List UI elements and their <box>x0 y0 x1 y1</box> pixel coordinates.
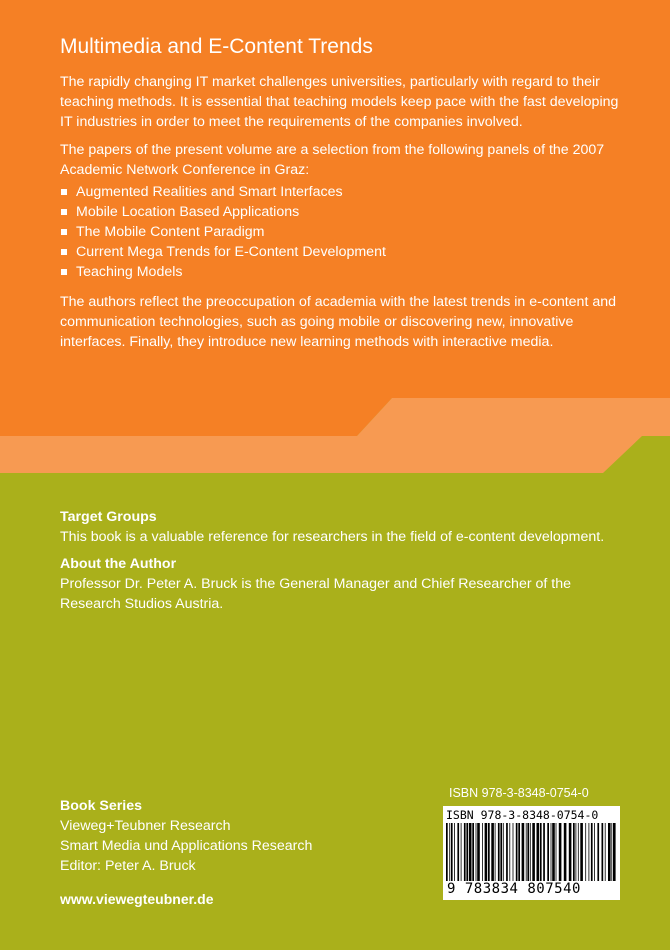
about-author-heading: About the Author <box>60 556 177 572</box>
barcode-bar <box>589 823 590 881</box>
intro-paragraph: The rapidly changing IT market challenges universities, particularly with regard to their teaching methods. It is essential that teaching models keep pace with the fast developing IT industries in order to meet the requirements of the companies involved. <box>60 74 619 131</box>
barcode-bar <box>527 823 529 881</box>
barcode-bar <box>476 823 477 881</box>
barcode-bar <box>466 823 468 881</box>
target-groups-heading: Target Groups <box>60 509 157 525</box>
publisher-website[interactable]: www.viewegteubner.de <box>60 891 214 907</box>
barcode-bar <box>461 823 462 881</box>
barcode-bar <box>495 823 496 881</box>
barcode-bar <box>446 823 448 881</box>
barcode <box>443 806 620 900</box>
barcode-bar <box>500 823 502 881</box>
barcode-bar <box>485 823 488 881</box>
barcode-bar <box>569 823 572 881</box>
barcode-bar <box>564 823 567 881</box>
book-title: Multimedia and E-Content Trends <box>60 35 373 58</box>
target-groups-text: This book is a valuable reference for researchers in the field of e-content development. <box>60 529 605 545</box>
publisher-name: Vieweg+Teubner Research <box>60 818 231 834</box>
barcode-bar <box>573 823 575 881</box>
barcode-bar <box>469 823 472 881</box>
barcode-bar <box>526 823 527 881</box>
series-editor: Editor: Peter A. Bruck <box>60 858 196 874</box>
barcode-bar <box>488 823 490 881</box>
barcode-bar <box>491 823 494 881</box>
series-name: Smart Media und Applications Research <box>60 838 313 854</box>
list-item: The Mobile Content Paradigm <box>60 222 620 242</box>
barcode-bar <box>585 823 586 881</box>
info-section <box>60 507 620 621</box>
book-series-heading: Book Series <box>60 798 143 814</box>
barcode-isbn-text: ISBN 978-3-8348-0754-0 <box>446 808 599 822</box>
isbn-label: ISBN 978-3-8348-0754-0 <box>449 786 589 800</box>
barcode-bar <box>580 823 583 881</box>
barcode-bar <box>597 823 599 881</box>
about-author-text: Professor Dr. Peter A. Bruck is the General Manager and Chief Researcher of the Research Studios Austria. <box>60 576 571 612</box>
barcode-bar <box>482 823 483 881</box>
panels-intro: The papers of the present volume are a selection from the following panels of the 2007 Academic Network Conference in Graz: <box>60 142 605 179</box>
barcode-bar <box>537 823 540 881</box>
barcode-bar <box>522 823 525 881</box>
barcode-bar <box>498 823 500 881</box>
barcode-bar <box>477 823 480 881</box>
barcode-bar <box>608 823 611 881</box>
description-section <box>60 34 620 360</box>
list-item: Mobile Location Based Applications <box>60 202 620 222</box>
book-series-section <box>60 796 420 876</box>
barcode-bar <box>559 823 562 881</box>
barcode-bar <box>540 823 542 881</box>
barcode-bar <box>591 823 593 881</box>
barcode-bar <box>451 823 453 881</box>
list-item: Teaching Models <box>60 262 620 282</box>
barcode-bar <box>518 823 520 881</box>
barcode-bar <box>547 823 549 881</box>
barcode-bars <box>446 823 617 883</box>
barcode-bar <box>532 823 535 881</box>
barcode-bar <box>602 823 604 881</box>
barcode-bar <box>552 823 555 881</box>
barcode-bar <box>457 823 459 881</box>
barcode-bar <box>613 823 616 881</box>
panel-list <box>60 182 620 282</box>
barcode-bar <box>454 823 455 881</box>
barcode-bar <box>472 823 474 881</box>
barcode-bar <box>516 823 518 881</box>
list-item: Current Mega Trends for E-Content Development <box>60 242 620 262</box>
barcode-bar <box>543 823 545 881</box>
barcode-bar <box>506 823 508 881</box>
barcode-bar <box>611 823 612 881</box>
barcode-bar <box>449 823 450 881</box>
barcode-bar <box>530 823 531 881</box>
barcode-bar <box>576 823 577 881</box>
barcode-bar <box>578 823 579 881</box>
barcode-bar <box>503 823 504 881</box>
barcode-bar <box>513 823 514 881</box>
barcode-bar <box>594 823 595 881</box>
barcode-bar <box>605 823 606 881</box>
barcode-bar <box>464 823 466 881</box>
barcode-bar <box>556 823 557 881</box>
closing-paragraph: The authors reflect the preoccupation of academia with the latest trends in e-content and communication technologies, such as going mobile or discovering new, innovative interfaces. Finally, they introduce new learning methods with interactive media. <box>60 294 617 351</box>
barcode-bar <box>509 823 510 881</box>
ean-digits: 9 783834 807540 <box>447 881 581 897</box>
list-item: Augmented Realities and Smart Interfaces <box>60 182 620 202</box>
barcode-bar <box>551 823 552 881</box>
